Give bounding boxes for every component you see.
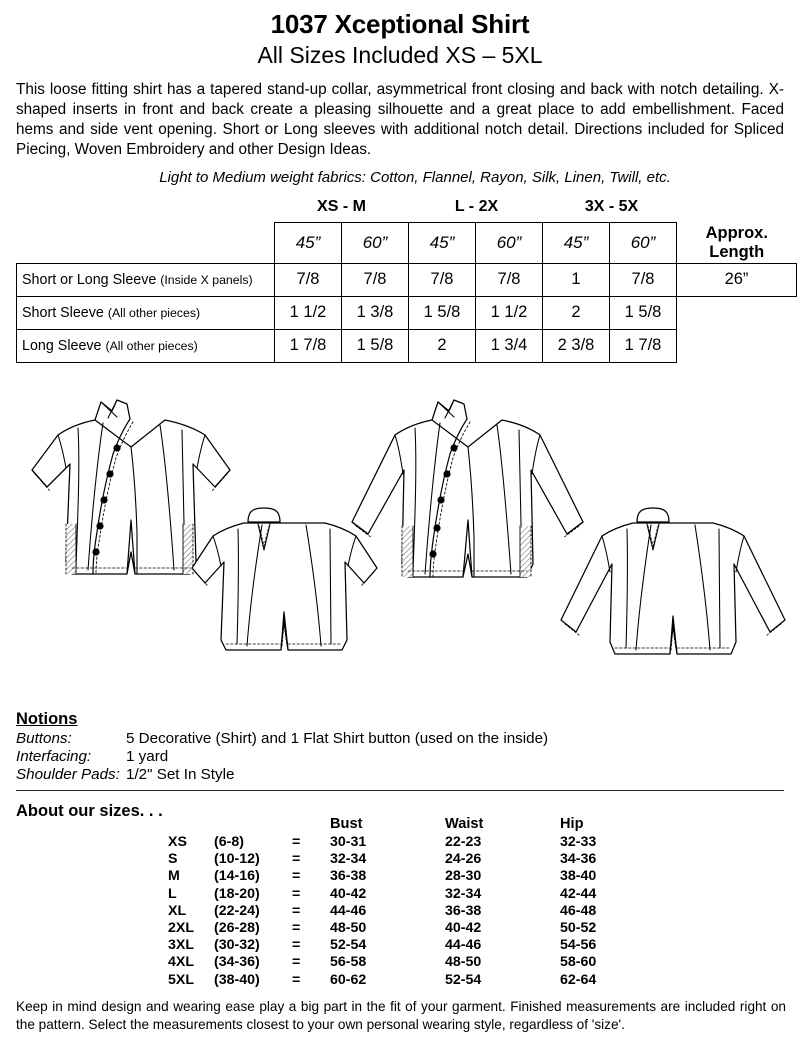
size-bust-2xl: 48-50 — [330, 920, 367, 937]
yardage-row-1 — [17, 296, 797, 329]
size-hip-l: 42-44 — [560, 885, 597, 902]
pattern-envelope-page — [0, 10, 800, 1050]
yardage-cell-0-5: 7/8 — [610, 263, 677, 296]
button-icon — [433, 524, 440, 531]
numeric-col-header-blank — [214, 816, 292, 834]
garment-line-drawings — [0, 392, 800, 712]
size-row-l — [168, 886, 660, 903]
size-label-5xl: 5XL — [168, 971, 195, 988]
size-bust-s: 32-34 — [330, 851, 367, 868]
approx-length-header: Approx. Length — [705, 223, 768, 261]
size-label-xs: XS — [168, 834, 187, 850]
size-numeric-2xl: (26-28) — [214, 920, 260, 937]
width-header-4: 45” — [543, 223, 610, 264]
yardage-table-section — [0, 198, 800, 353]
yardage-corner-blank — [17, 223, 275, 264]
size-hip-s: 34-36 — [560, 851, 597, 868]
size-label-2xl: 2XL — [168, 920, 195, 937]
size-row-3xl — [168, 937, 660, 954]
size-bust-m: 36-38 — [330, 868, 367, 885]
size-label-3xl: 3XL — [168, 937, 195, 954]
yardage-cell-0-1: 7/8 — [342, 263, 409, 296]
page-subtitle: All Sizes Included XS – 5XL — [257, 41, 543, 68]
size-bust-xs: 30-31 — [330, 834, 367, 850]
size-equals-m: = — [292, 868, 301, 885]
button-icon — [106, 470, 113, 477]
size-chart-header-row — [168, 816, 660, 834]
size-group-1: L - 2X — [454, 198, 499, 216]
row-label-sub-2: (All other pieces) — [105, 338, 198, 353]
size-waist-2xl: 40-42 — [445, 920, 482, 937]
yardage-cell-2-5: 1 7/8 — [610, 329, 677, 362]
button-icon — [443, 470, 450, 477]
notions-value-buttons: 5 Decorative (Shirt) and 1 Flat Shirt button (used on the inside) — [126, 730, 549, 747]
yardage-width-header-row — [17, 223, 797, 264]
notions-item-buttons — [16, 730, 784, 748]
size-equals-s: = — [292, 851, 301, 868]
size-label-4xl: 4XL — [168, 954, 195, 971]
sizes-heading: About our sizes. . . — [16, 802, 163, 820]
size-label-s: S — [168, 851, 178, 868]
notions-value-interfacing: 1 yard — [126, 748, 169, 766]
row-label-main-2: Long Sleeve — [22, 337, 106, 354]
size-hip-m: 38-40 — [560, 868, 597, 885]
size-label-m: M — [168, 868, 180, 885]
size-waist-5xl: 52-54 — [445, 971, 482, 988]
size-row-xl — [168, 903, 660, 920]
size-col-header-blank — [168, 816, 214, 834]
yardage-row-label-0 — [17, 263, 275, 296]
bust-column-header: Bust — [330, 816, 363, 832]
size-row-4xl — [168, 954, 660, 971]
yardage-cell-1-0: 1 1/2 — [275, 296, 342, 329]
notions-label-shoulder-pads: Shoulder Pads: — [16, 766, 120, 784]
notions-item-interfacing — [16, 748, 784, 766]
yardage-cell-0-0: 7/8 — [275, 263, 342, 296]
technical-illustrations — [0, 392, 800, 712]
yardage-cell-2-2: 2 — [409, 329, 476, 362]
yardage-length-filler-2 — [677, 329, 797, 362]
size-hip-3xl: 54-56 — [560, 937, 597, 954]
size-waist-l: 32-34 — [445, 885, 482, 902]
size-row-2xl — [168, 920, 660, 937]
button-icon — [437, 496, 444, 503]
button-icon — [96, 522, 103, 529]
size-chart-table — [168, 816, 660, 989]
size-waist-4xl: 48-50 — [445, 954, 482, 971]
size-waist-xs: 22-23 — [445, 834, 482, 850]
size-label-l: L — [168, 885, 177, 902]
notions-item-shoulder-pads — [16, 766, 784, 784]
size-numeric-5xl: (38-40) — [214, 971, 260, 988]
size-row-s — [168, 851, 660, 868]
short-sleeve-back-view — [192, 508, 377, 650]
size-equals-3xl: = — [292, 937, 301, 954]
yardage-cell-1-1: 1 3/8 — [342, 296, 409, 329]
size-equals-l: = — [292, 885, 301, 902]
notions-heading: Notions — [16, 710, 78, 728]
yardage-row-label-2 — [17, 329, 275, 362]
button-icon — [450, 444, 457, 451]
yardage-cell-2-1: 1 5/8 — [342, 329, 409, 362]
size-equals-xs: = — [292, 834, 301, 850]
yardage-cell-2-0: 1 7/8 — [275, 329, 342, 362]
yardage-table — [16, 222, 797, 363]
size-group-0: XS - M — [317, 198, 366, 216]
waist-column-header: Waist — [445, 816, 484, 832]
size-hip-2xl: 50-52 — [560, 920, 597, 937]
size-waist-3xl: 44-46 — [445, 937, 482, 954]
size-waist-s: 24-26 — [445, 851, 482, 868]
size-hip-xs: 32-33 — [560, 834, 597, 850]
size-bust-4xl: 56-58 — [330, 954, 367, 971]
button-icon — [92, 548, 99, 555]
size-bust-xl: 44-46 — [330, 902, 367, 919]
size-numeric-m: (14-16) — [214, 868, 260, 885]
yardage-cell-1-4: 2 — [543, 296, 610, 329]
fabric-recommendation: Light to Medium weight fabrics: Cotton, Flannel, Rayon, Silk, Linen, Twill, etc. — [159, 169, 671, 187]
button-icon — [113, 444, 120, 451]
size-numeric-l: (18-20) — [214, 885, 260, 902]
size-hip-5xl: 62-64 — [560, 971, 597, 988]
yardage-cell-0-3: 7/8 — [476, 263, 543, 296]
notions-label-interfacing: Interfacing: — [16, 748, 92, 766]
description-text: This loose fitting shirt has a tapered stand-up collar, asymmetrical front closing and back with notch detailing. X-shaped inserts in front and back create a pleasing silhouette and a great place to add embellishment. Faced hems and side vent opening. Short or Long sleeves with additional notch detail. Directions included for Spliced Piecing, Woven Embroidery and other Design Ideas. — [16, 80, 784, 158]
size-bust-3xl: 52-54 — [330, 937, 367, 954]
size-numeric-3xl: (30-32) — [214, 937, 260, 954]
size-equals-4xl: = — [292, 954, 301, 971]
yardage-cell-2-4: 2 3/8 — [543, 329, 610, 362]
size-numeric-4xl: (34-36) — [214, 954, 260, 971]
notions-section — [16, 710, 784, 785]
button-icon — [100, 496, 107, 503]
page-title: 1037 Xceptional Shirt — [270, 9, 530, 39]
notions-value-shoulder-pads: 1/2" Set In Style — [126, 766, 235, 784]
sizing-footnote: Keep in mind design and wearing ease play a big part in the fit of your garment. Finished measurements are included right on the pattern. Select the measurements closest to your own personal wearing style, regardless of 'size'. — [16, 999, 786, 1032]
size-bust-l: 40-42 — [330, 885, 367, 902]
hip-column-header: Hip — [560, 816, 584, 832]
width-header-3: 60” — [476, 223, 543, 264]
size-hip-xl: 46-48 — [560, 902, 597, 919]
yardage-length-filler-1 — [677, 296, 797, 329]
size-bust-5xl: 60-62 — [330, 971, 367, 988]
size-numeric-xs: (6-8) — [214, 834, 244, 850]
long-sleeve-back-view — [561, 508, 785, 654]
equals-col-header-blank — [292, 816, 330, 834]
size-equals-2xl: = — [292, 920, 301, 937]
yardage-cell-0-2: 7/8 — [409, 263, 476, 296]
yardage-cell-1-3: 1 1/2 — [476, 296, 543, 329]
size-hip-4xl: 58-60 — [560, 954, 597, 971]
short-sleeve-front-view — [32, 400, 230, 574]
size-waist-xl: 36-38 — [445, 902, 482, 919]
approx-length-value: 26” — [677, 263, 797, 296]
yardage-row-label-1 — [17, 296, 275, 329]
notions-label-buttons: Buttons: — [16, 730, 72, 747]
width-header-1: 60” — [342, 223, 409, 264]
size-row-5xl — [168, 972, 660, 989]
size-numeric-s: (10-12) — [214, 851, 260, 868]
yardage-row-0 — [17, 263, 797, 296]
size-group-2: 3X - 5X — [584, 198, 639, 216]
button-icon — [429, 550, 436, 557]
width-header-0: 45” — [275, 223, 342, 264]
section-divider — [16, 790, 784, 791]
size-equals-xl: = — [292, 902, 301, 919]
width-header-5: 60” — [610, 223, 677, 264]
yardage-cell-2-3: 1 3/4 — [476, 329, 543, 362]
size-numeric-xl: (22-24) — [214, 902, 260, 919]
size-row-xs — [168, 834, 660, 851]
row-label-sub-0: (Inside X panels) — [160, 272, 253, 287]
row-label-main-1: Short Sleeve — [22, 304, 108, 321]
yardage-cell-1-5: 1 5/8 — [610, 296, 677, 329]
size-label-xl: XL — [168, 902, 187, 919]
long-sleeve-front-view — [352, 400, 583, 577]
row-label-sub-1: (All other pieces) — [107, 305, 201, 320]
size-row-m — [168, 868, 660, 885]
size-waist-m: 28-30 — [445, 868, 482, 885]
row-label-main-0: Short or Long Sleeve — [22, 271, 161, 288]
yardage-cell-0-4: 1 — [543, 263, 610, 296]
width-header-2: 45” — [409, 223, 476, 264]
yardage-cell-1-2: 1 5/8 — [409, 296, 476, 329]
size-equals-5xl: = — [292, 971, 301, 988]
yardage-row-2 — [17, 329, 797, 362]
